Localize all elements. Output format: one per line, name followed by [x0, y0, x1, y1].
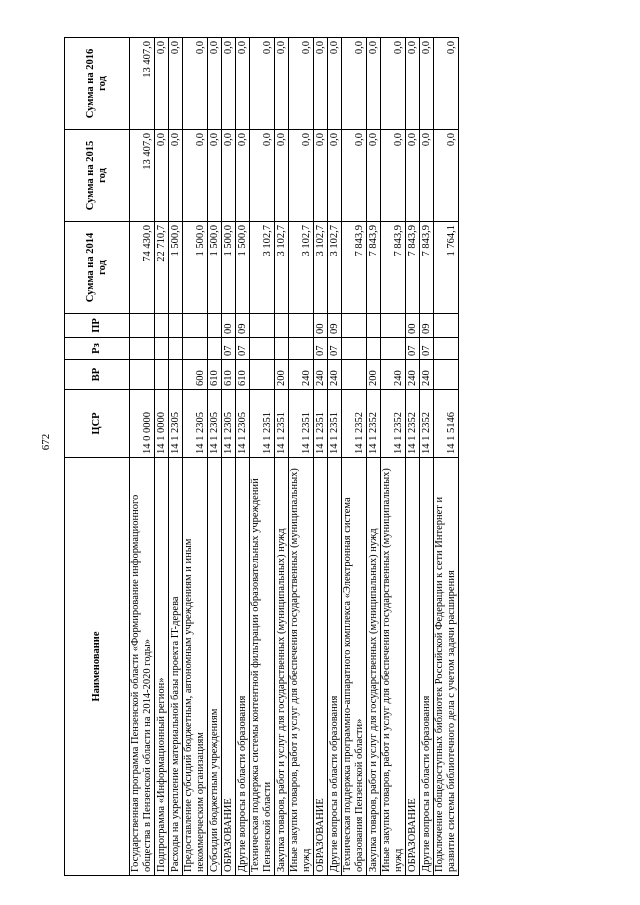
cell-vr: 240 — [420, 360, 434, 390]
cell-name: ОБРАЗОВАНИЕ — [222, 458, 236, 876]
cell-pr — [250, 314, 275, 338]
cell-2016: 0,0 — [381, 38, 406, 130]
cell-rz — [183, 338, 208, 360]
cell-csr: 14 1 2352 — [406, 390, 420, 458]
cell-vr: 240 — [289, 360, 314, 390]
cell-2015: 0,0 — [250, 130, 275, 222]
cell-name: Закупка товаров, работ и услуг для государственных (муниципальных) нужд — [367, 458, 381, 876]
cell-name: Подключение общедоступных библиотек Российской Федерации к сети Интернет и развитие системы библиотечного дела с учетом задачи расширения — [434, 458, 459, 876]
table-row — [208, 38, 222, 876]
cell-2015: 0,0 — [236, 130, 250, 222]
cell-2014: 1 500,0 — [183, 222, 208, 314]
table-row — [155, 38, 169, 876]
cell-vr: 240 — [328, 360, 342, 390]
budget-table — [64, 37, 459, 876]
cell-rz: 07 — [314, 338, 328, 360]
cell-2014: 1 764,1 — [434, 222, 459, 314]
cell-2015: 0,0 — [275, 130, 289, 222]
cell-2014: 22 710,7 — [155, 222, 169, 314]
table-row — [236, 38, 250, 876]
cell-2016: 0,0 — [275, 38, 289, 130]
cell-csr: 14 1 2352 — [381, 390, 406, 458]
header-2016: Сумма на 2016 год — [65, 38, 130, 130]
table-row — [169, 38, 183, 876]
cell-rz — [367, 338, 381, 360]
cell-vr: 240 — [406, 360, 420, 390]
cell-pr: 00 — [222, 314, 236, 338]
cell-pr — [289, 314, 314, 338]
cell-2014: 1 500,0 — [208, 222, 222, 314]
cell-csr: 14 1 2351 — [275, 390, 289, 458]
cell-name: Иные закупки товаров, работ и услуг для обеспечения государственных (муниципальных) нужд — [289, 458, 314, 876]
cell-pr: 09 — [236, 314, 250, 338]
table-row — [130, 38, 155, 876]
cell-name: Государственная программа Пензенской области «Формирование информационного общества в Пензенской области на 2014-2020 годы» — [130, 458, 155, 876]
cell-pr — [169, 314, 183, 338]
cell-pr — [275, 314, 289, 338]
cell-csr: 14 1 2351 — [314, 390, 328, 458]
table-row — [250, 38, 275, 876]
cell-2016: 0,0 — [367, 38, 381, 130]
cell-pr: 00 — [314, 314, 328, 338]
cell-2015: 0,0 — [381, 130, 406, 222]
table-row — [342, 38, 367, 876]
cell-vr: 600 — [183, 360, 208, 390]
cell-vr — [250, 360, 275, 390]
cell-2015: 0,0 — [183, 130, 208, 222]
cell-2016: 0,0 — [208, 38, 222, 130]
cell-vr: 200 — [367, 360, 381, 390]
table-row — [314, 38, 328, 876]
cell-vr: 610 — [208, 360, 222, 390]
header-rz: Рз — [65, 338, 130, 360]
table-row — [183, 38, 208, 876]
cell-2016: 0,0 — [250, 38, 275, 130]
header-pr: ПР — [65, 314, 130, 338]
cell-pr: 00 — [406, 314, 420, 338]
header-2015: Сумма на 2015 год — [65, 130, 130, 222]
cell-vr: 610 — [222, 360, 236, 390]
cell-pr — [342, 314, 367, 338]
header-row — [65, 38, 130, 876]
page-number: 672 — [40, 433, 52, 451]
cell-rz — [434, 338, 459, 360]
cell-2016: 0,0 — [155, 38, 169, 130]
cell-2016: 0,0 — [222, 38, 236, 130]
cell-name: Другие вопросы в области образования — [236, 458, 250, 876]
cell-2015: 0,0 — [420, 130, 434, 222]
cell-name: Предоставление субсидий бюджетным, автономным учреждениям и иным некоммерческим организациям — [183, 458, 208, 876]
cell-2015: 0,0 — [328, 130, 342, 222]
cell-vr — [342, 360, 367, 390]
table-row — [289, 38, 314, 876]
table-row — [420, 38, 434, 876]
cell-rz — [130, 338, 155, 360]
cell-2015: 0,0 — [169, 130, 183, 222]
cell-2015: 0,0 — [208, 130, 222, 222]
cell-2014: 3 102,7 — [275, 222, 289, 314]
cell-rz: 07 — [328, 338, 342, 360]
header-vr: ВР — [65, 360, 130, 390]
cell-2014: 1 500,0 — [169, 222, 183, 314]
cell-2014: 3 102,7 — [314, 222, 328, 314]
cell-rz — [275, 338, 289, 360]
cell-csr: 14 1 2305 — [169, 390, 183, 458]
header-csr: ЦСР — [65, 390, 130, 458]
cell-2014: 3 102,7 — [250, 222, 275, 314]
cell-name: Техническая поддержка программно-аппаратного комплекса «Электронная система образования Пензенской области» — [342, 458, 367, 876]
cell-csr: 14 0 0000 — [130, 390, 155, 458]
cell-rz: 07 — [222, 338, 236, 360]
cell-name: Субсидии бюджетным учреждениям — [208, 458, 222, 876]
cell-2014: 7 843,9 — [406, 222, 420, 314]
cell-name: ОБРАЗОВАНИЕ — [406, 458, 420, 876]
cell-csr: 14 1 0000 — [155, 390, 169, 458]
cell-csr: 14 1 2352 — [342, 390, 367, 458]
cell-vr: 200 — [275, 360, 289, 390]
table-row — [275, 38, 289, 876]
cell-2016: 0,0 — [328, 38, 342, 130]
cell-rz — [155, 338, 169, 360]
cell-csr: 14 1 2305 — [183, 390, 208, 458]
cell-2016: 0,0 — [183, 38, 208, 130]
cell-rz — [342, 338, 367, 360]
cell-pr: 09 — [420, 314, 434, 338]
cell-vr — [130, 360, 155, 390]
table-row — [406, 38, 420, 876]
cell-name: Другие вопросы в области образования — [328, 458, 342, 876]
table-row — [328, 38, 342, 876]
cell-name: Иные закупки товаров, работ и услуг для обеспечения государственных (муниципальных) нужд — [381, 458, 406, 876]
cell-rz: 07 — [406, 338, 420, 360]
cell-2015: 0,0 — [222, 130, 236, 222]
cell-rz — [289, 338, 314, 360]
cell-vr: 240 — [314, 360, 328, 390]
cell-name: Расходы на укрепление материальной базы проекта IT-дерева — [169, 458, 183, 876]
cell-rz — [169, 338, 183, 360]
cell-vr: 610 — [236, 360, 250, 390]
cell-rz — [208, 338, 222, 360]
cell-pr — [155, 314, 169, 338]
cell-vr — [169, 360, 183, 390]
cell-csr: 14 1 2305 — [236, 390, 250, 458]
cell-2015: 0,0 — [155, 130, 169, 222]
cell-csr: 14 1 2351 — [250, 390, 275, 458]
cell-csr: 14 1 2305 — [222, 390, 236, 458]
cell-2014: 7 843,9 — [420, 222, 434, 314]
cell-vr — [434, 360, 459, 390]
cell-2016: 0,0 — [289, 38, 314, 130]
cell-2014: 7 843,9 — [381, 222, 406, 314]
cell-pr — [208, 314, 222, 338]
table-row — [381, 38, 406, 876]
cell-csr: 14 1 5146 — [434, 390, 459, 458]
cell-rz: 07 — [236, 338, 250, 360]
cell-2016: 0,0 — [420, 38, 434, 130]
cell-2015: 0,0 — [367, 130, 381, 222]
cell-vr: 240 — [381, 360, 406, 390]
cell-2014: 1 500,0 — [222, 222, 236, 314]
cell-2016: 0,0 — [434, 38, 459, 130]
cell-rz — [381, 338, 406, 360]
cell-pr — [367, 314, 381, 338]
table-body — [130, 38, 459, 876]
cell-csr: 14 1 2352 — [367, 390, 381, 458]
cell-2015: 0,0 — [289, 130, 314, 222]
cell-name: ОБРАЗОВАНИЕ — [314, 458, 328, 876]
cell-2016: 0,0 — [406, 38, 420, 130]
cell-name: Подпрограмма «Информационный регион» — [155, 458, 169, 876]
cell-2014: 7 843,9 — [367, 222, 381, 314]
cell-pr — [183, 314, 208, 338]
cell-2016: 0,0 — [169, 38, 183, 130]
header-name: Наименование — [65, 458, 130, 876]
cell-name: Техническая поддержка системы контентной фильтрации образовательных учреждений Пензенской области — [250, 458, 275, 876]
cell-name: Другие вопросы в области образования — [420, 458, 434, 876]
cell-csr: 14 1 2351 — [289, 390, 314, 458]
cell-name: Закупка товаров, работ и услуг для государственных (муниципальных) нужд — [275, 458, 289, 876]
cell-rz: 07 — [420, 338, 434, 360]
cell-2014: 7 843,9 — [342, 222, 367, 314]
cell-csr: 14 1 2351 — [328, 390, 342, 458]
cell-2015: 0,0 — [314, 130, 328, 222]
cell-2015: 0,0 — [342, 130, 367, 222]
header-2014: Сумма на 2014 год — [65, 222, 130, 314]
cell-2016: 13 407,0 — [130, 38, 155, 130]
cell-pr — [381, 314, 406, 338]
table-row — [367, 38, 381, 876]
cell-2014: 3 102,7 — [328, 222, 342, 314]
cell-csr: 14 1 2305 — [208, 390, 222, 458]
cell-2014: 1 500,0 — [236, 222, 250, 314]
cell-2015: 0,0 — [434, 130, 459, 222]
cell-2015: 0,0 — [406, 130, 420, 222]
cell-2016: 0,0 — [342, 38, 367, 130]
cell-rz — [250, 338, 275, 360]
cell-2016: 0,0 — [236, 38, 250, 130]
cell-pr — [434, 314, 459, 338]
cell-2015: 13 407,0 — [130, 130, 155, 222]
cell-2016: 0,0 — [314, 38, 328, 130]
cell-csr: 14 1 2352 — [420, 390, 434, 458]
table-row — [434, 38, 459, 876]
cell-2014: 3 102,7 — [289, 222, 314, 314]
table-row — [222, 38, 236, 876]
cell-pr — [130, 314, 155, 338]
cell-pr: 09 — [328, 314, 342, 338]
cell-vr — [155, 360, 169, 390]
cell-2014: 74 430,0 — [130, 222, 155, 314]
budget-table-frame — [64, 38, 576, 876]
